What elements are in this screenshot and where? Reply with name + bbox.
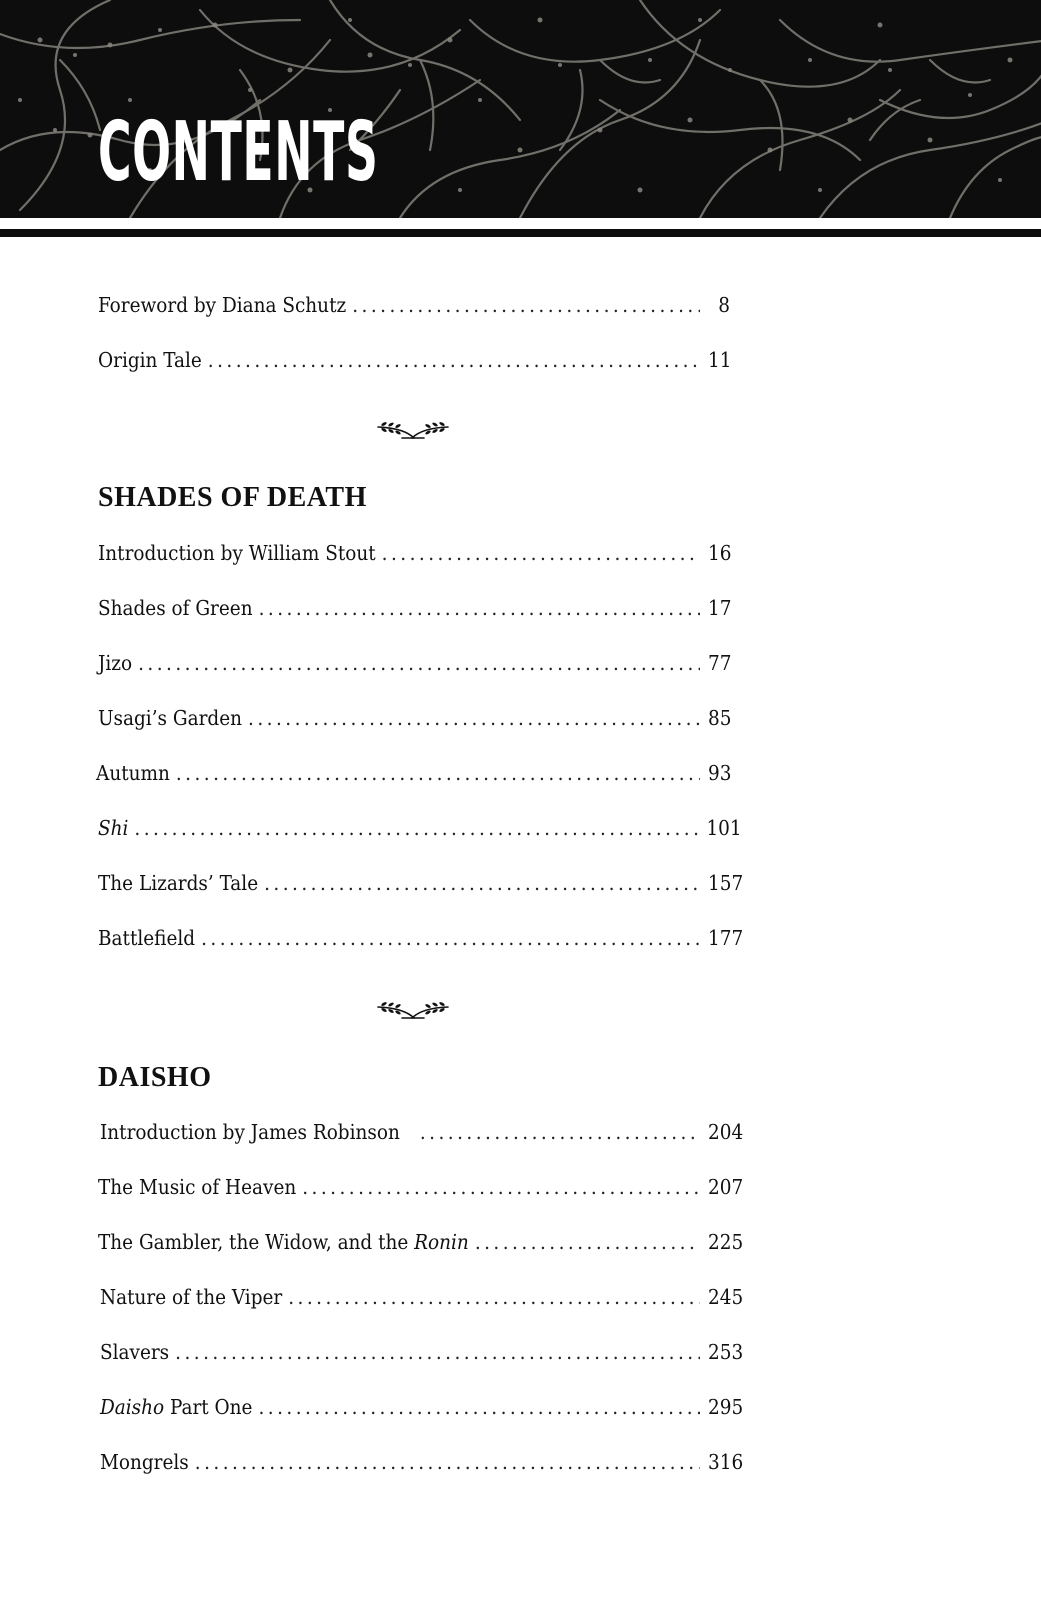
toc-entry-page: 245 — [708, 1285, 744, 1309]
toc-entry[interactable] — [98, 816, 742, 846]
page-title: CONTENTS — [98, 105, 379, 200]
toc-entry-page: 101 — [706, 816, 742, 840]
toc-entry-page: 77 — [708, 651, 732, 675]
toc-entry-title: The Music of Heaven — [98, 1175, 297, 1199]
dot-leader — [201, 926, 700, 950]
dot-leader — [208, 348, 700, 372]
toc-entry-page: 17 — [708, 596, 732, 620]
toc-entry[interactable] — [100, 1450, 744, 1480]
toc-entry-title: Autumn — [96, 761, 170, 785]
toc-entry-title: The Lizards’ Tale — [98, 871, 259, 895]
toc-entry-title: Battlefield — [98, 926, 196, 950]
dot-leader — [138, 651, 700, 675]
header-divider — [0, 229, 1041, 237]
toc-entry[interactable] — [98, 348, 730, 378]
toc-entry-title: Introduction by William Stout — [98, 541, 376, 565]
toc-entry[interactable] — [98, 706, 730, 736]
fleuron-divider-icon — [374, 998, 452, 1024]
fleuron-divider-icon — [374, 418, 452, 444]
toc-entry[interactable] — [96, 761, 730, 791]
toc-entry-page: 11 — [708, 348, 732, 372]
toc-entry[interactable] — [100, 1340, 744, 1370]
dot-leader — [420, 1120, 700, 1144]
toc-entry-page: 93 — [708, 761, 732, 785]
toc-entry[interactable] — [98, 293, 730, 323]
toc-entry[interactable] — [98, 541, 730, 571]
toc-entry-page: 16 — [708, 541, 732, 565]
section-heading: SHADES OF DEATH — [98, 482, 367, 513]
toc-entry-title: Foreword by Diana Schutz — [98, 293, 347, 317]
toc-entry-page: 225 — [708, 1230, 744, 1254]
dot-leader — [264, 871, 700, 895]
header-banner — [0, 0, 1041, 218]
toc-entry-page: 316 — [708, 1450, 744, 1474]
dot-leader — [302, 1175, 700, 1199]
dot-leader — [259, 596, 700, 620]
toc-entry-page: 253 — [708, 1340, 744, 1364]
dot-leader — [195, 1450, 700, 1474]
dot-leader — [352, 293, 700, 317]
toc-entry-title: Origin Tale — [98, 348, 202, 372]
toc-entry-title: Shi — [98, 816, 129, 840]
toc-entry-title: Slavers — [100, 1340, 170, 1364]
toc-entry[interactable] — [100, 1120, 744, 1150]
toc-entry-page: 295 — [708, 1395, 744, 1419]
dot-leader — [288, 1285, 700, 1309]
dot-leader — [382, 541, 700, 565]
toc-entry-page: 204 — [708, 1120, 744, 1144]
toc-entry[interactable] — [98, 651, 730, 681]
dot-leader — [176, 761, 700, 785]
section-heading: DAISHO — [98, 1062, 212, 1093]
toc-entry-page: 157 — [708, 871, 744, 895]
toc-entry[interactable] — [100, 1395, 744, 1425]
toc-entry[interactable] — [98, 596, 730, 626]
toc-entry[interactable] — [98, 926, 744, 956]
toc-entry-title: Jizo — [98, 651, 133, 675]
toc-entry-title: Mongrels — [100, 1450, 189, 1474]
toc-entry[interactable] — [100, 1285, 744, 1315]
dot-leader — [134, 816, 698, 840]
toc-entry-title: Usagi’s Garden — [98, 706, 243, 730]
dot-leader — [248, 706, 700, 730]
dot-leader — [175, 1340, 700, 1364]
toc-entry-title: Nature of the Viper — [100, 1285, 283, 1309]
toc-entry-title: Daisho Part One — [100, 1395, 253, 1419]
toc-entry-page: 85 — [708, 706, 732, 730]
toc-entry-title: Introduction by James Robinson — [100, 1120, 400, 1144]
toc-entry[interactable] — [98, 1175, 744, 1205]
dot-leader — [475, 1230, 700, 1254]
toc-entry-page: 8 — [718, 293, 730, 317]
toc-entry[interactable] — [98, 1230, 744, 1260]
dot-leader — [258, 1395, 700, 1419]
toc-entry[interactable] — [98, 871, 744, 901]
toc-entry-title: Shades of Green — [98, 596, 253, 620]
toc-entry-page: 207 — [708, 1175, 744, 1199]
toc-entry-title: The Gambler, the Widow, and the Ronin — [98, 1230, 469, 1254]
toc-entry-page: 177 — [708, 926, 744, 950]
